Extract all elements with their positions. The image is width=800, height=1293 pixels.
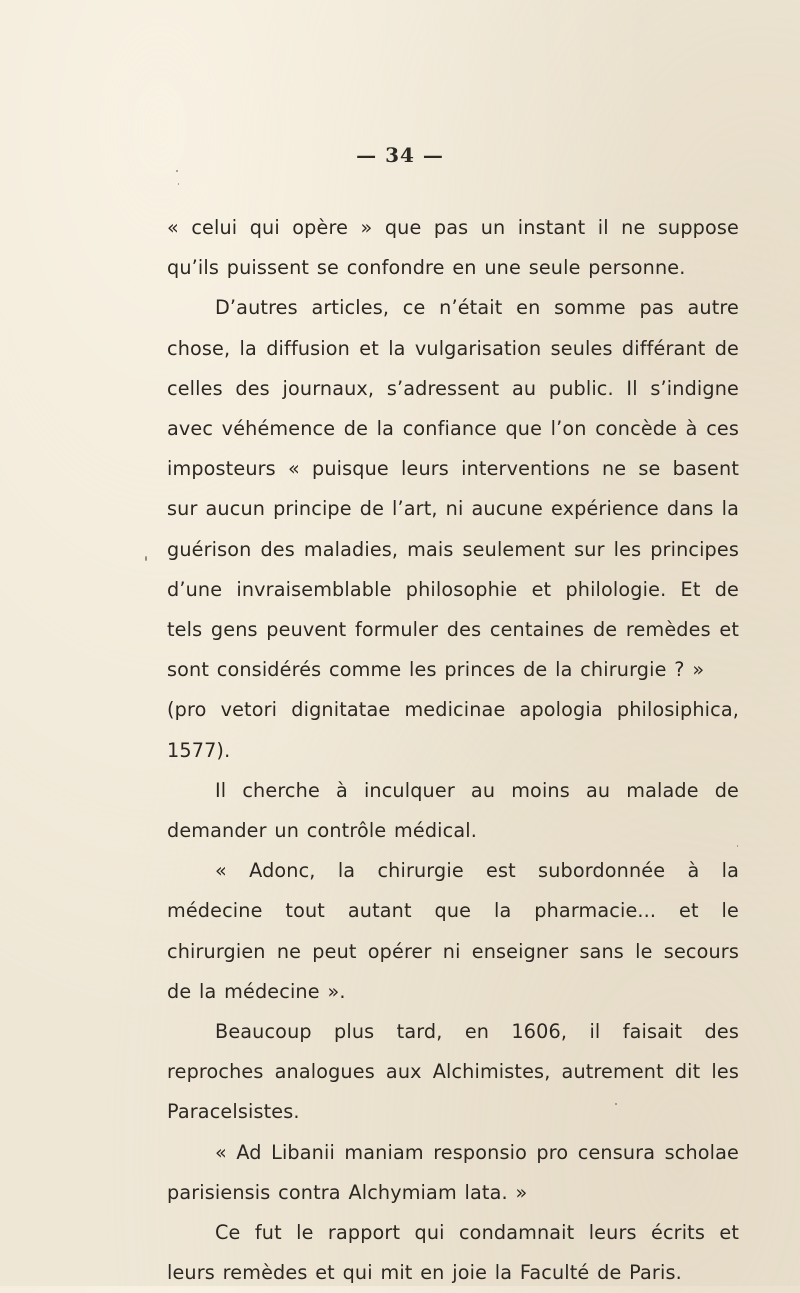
paper-speck [615,1103,617,1105]
body-text [167,208,739,1293]
page-number: — 34 — [356,143,444,167]
paper-speck [145,556,147,561]
paragraph: Beaucoup plus tard, en 1606, il faisait des reproches analogues aux Alchimistes, autrement dit les Paracelsistes. [167,1020,739,1124]
paragraph: Il cherche à inculquer au moins au malade de demander un contrôle médical. [167,778,739,843]
quote-paragraph: « Adonc, la chirurgie est subordonnée à la médecine tout autant que la pharmacie... et le chirurgien ne peut opérer ni enseigner sans le secours de la médecine ». [167,859,739,1003]
paragraph: « celui qui opère » que pas un instant il ne suppose qu’ils puissent se confondre en une seule personne. [167,216,739,280]
paper-speck [737,845,738,847]
paragraph: D’autres articles, ce n’était en somme pas autre chose, la diffusion et la vulgarisation seules différant de celles des journaux, s’adressent au public. Il s’indigne avec véhémence de la confiance que l’on concède à ces imposteurs « puisque leurs interventions ne se basent sur aucun principe de l’art, ni aucune expérience dans la guérison des maladies, mais seulement sur les principes d’une invraisemblable philosophie et philologie. Et de tels gens peuvent formuler des centaines de remèdes et sont considérés comme les princes de la chirurgie ? » [167,296,739,682]
quote-paragraph: « Ad Libanii maniam responsio pro censura scholae parisiensis contra Alchymiam lata. » [167,1140,739,1204]
paper-speck [176,170,178,172]
paragraph: Ce fut le rapport qui condamnait leurs écrits et leurs remèdes et qui mit en joie la Faculté de Paris. [167,1221,739,1285]
citation: (pro vetori dignitatae medicinae apologia philosiphica, 1577). [167,698,739,762]
paper-speck [178,183,179,185]
